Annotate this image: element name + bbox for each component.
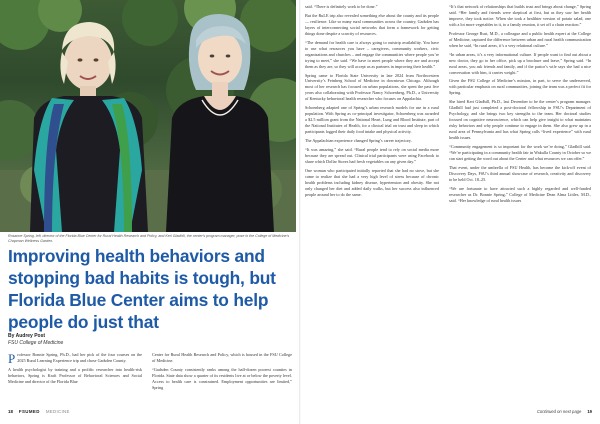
footer-left — [8, 409, 70, 414]
drop-cap: P — [8, 351, 16, 366]
body-paragraph: “We are fortunate to have attracted such a highly regarded and well-funded researcher as Dr. Bonnie Spring,” College of Medicine Dean Alma Littles, M.D., said. “Her knowledge of rural health issues — [449, 185, 591, 203]
magazine-name: FSUMED — [18, 409, 40, 414]
body-paragraph: Center for Rural Health Research and Policy, which is housed in the FSU College of Medicine. — [152, 352, 292, 363]
body-paragraph: A health psychologist by training and a prolific researcher into health-risk behaviors, Spring is Kraft Professor of Behavioral Sciences and Social Medicine and director of the Florida Blue — [8, 366, 142, 384]
body-paragraph: The Appalachian experience changed Spring’s career trajectory. — [305, 138, 412, 144]
body-paragraph: Professor George Rust, M.D., a colleague and a public health expert at the College of Medicine, captured the difference between urban and rural health communication when he said, “In rural areas, it’s a very relational culture.” — [449, 30, 591, 48]
body-paragraph: That event, under the umbrella of FSU Health, has become the kick-off event of Discovery Days, FSU’s third annual showcase of research, creativity and discovery to be held Oct. 18–25. — [449, 164, 591, 182]
paragraph-text: rofessor Bonnie Spring, Ph.D., had her pick of the four courses on the 2025 Rural Learning Experience trip and chose Gadsden County. — [17, 352, 142, 363]
photo-illustration — [0, 0, 296, 232]
body-paragraph: “The demand for health care is always going to outstrip availability. You have to use what resources you have – caregivers, community workers, civic organizations and churches – and engage the communities where people you’re trying to meet,” she said. “We have to meet people where they are and accept them as they are, so they will accept us as partners in improving their health.” — [305, 39, 439, 69]
footer-right — [537, 409, 592, 414]
body-paragraph: “Community engagement is so important for the work we’re doing,” Gladhill said. “We’re participating in a community health fair in Wakulla County in October so we can start getting the word out about the Center and what resources we can offer.” — [449, 144, 591, 161]
body-paragraph: Given the FSU College of Medicine’s mission, in part, to serve the underserved, with particular emphasis on rural communities, joining the team was a perfect fit for Spring. — [449, 78, 591, 96]
body-paragraph: “It’s that network of relationships that builds trust and brings about change,” Spring said. “Her family and friends were skeptical at first, but as they saw her health improve, they took notice. When she took a healthier version of potato salad, one with a lot more vegetables in it, to a family reunion, it set off a chain reaction.” — [449, 4, 591, 27]
body-column-left-1 — [8, 352, 142, 388]
body-paragraph — [8, 352, 142, 364]
byline-affiliation: FSU College of Medicine — [8, 340, 64, 346]
body-column-left-2 — [152, 352, 292, 394]
body-paragraph: Spring came to Florida State University in late 2024 from Northwestern University’s Feinberg School of Medicine in downtown Chicago. Although most of her research has focused on urban populations, she spent the past five years also collaborating with Professor Nancy Schoenberg, Ph.D., a University of Kentucky behavioral health researcher who focuses on Appalachia. — [305, 72, 439, 102]
body-column-right-2 — [449, 4, 591, 207]
page-number-right: 19 — [587, 409, 592, 414]
byline-author: By Audrey Post — [8, 333, 46, 339]
body-column-right-1 — [305, 4, 439, 201]
continued-note: Continued on next page — [536, 409, 582, 414]
byline — [8, 333, 63, 347]
article-photo — [0, 0, 296, 232]
body-paragraph: Schoenberg adapted one of Spring’s urban research models for use in a rural population. With Spring as co-principal investigator, Schoenberg was awarded a $2.5 million grant from the National Heart, Lung and Blood Institute, part of the National Institutes of Health, for a clinical trial on trust and sleep in which participants logged their daily food intake and physical activity. — [305, 105, 439, 135]
body-paragraph: “Gadsden County consistently ranks among the half-dozen poorest counties in Florida. State data show a quarter of its residents live at or below the poverty level. Access to health care is constrained. Employment opportunities are limited,” Spring — [152, 366, 292, 390]
page-number-left: 18 — [8, 409, 13, 414]
body-paragraph: “In urban areas, it’s a very informational culture. If people want to find out about a new doctor, they go to her office, pick up a brochure and leave,” Spring said. “In rural areas, you ask friends and family, and if the pastor’s wife says she had a nice conversation with him, it carries weight.” — [449, 51, 591, 75]
person-left — [30, 22, 148, 232]
body-paragraph: One woman who participated initially reported that she had no stove, but she came to realize that she had a very high level of stress because of chronic health problems including kidney disease, hypertension and obesity. She not only changed her diet and added daily walks, but her success also influenced people around her to do the same. — [305, 167, 439, 197]
page-gutter — [299, 0, 301, 424]
article-headline: Improving health behaviors and stopping bad habits is tough, but Florida Blue Center aims to help people do just that — [8, 246, 276, 332]
body-paragraph: She hired Keri Gladhill, Ph.D., last December to be the center’s program manager. Gladhill had just completed a post-doctoral fellowship in FSU’s Department of Psychology, and she brings two key strengths to the team. Her doctoral studies focused on cognitive neuroscience, which can help give insight to what maintains risky behaviors and why people continue to engage in them. She also grew up in a rural area of Pennsylvania and has what Spring calls “lived experience” with rural health issues. — [449, 99, 591, 141]
body-paragraph: “It was amazing,” she said. “Rural people tend to rely on social media more because they are spread out. Clinical trial participants were using Facebook to share which Dollar Stores had fresh vegetables on any given day.” — [305, 147, 439, 164]
magazine-subtitle: MEDICINE — [45, 409, 70, 414]
photo-caption: Rosanne Spring, left, director of the Florida Blue Center for Rural Health Research and Policy, and Keri Gladhill, the center's program manager, pose in the College of Medicine's Chapman Wellness Garden. — [8, 234, 290, 243]
body-paragraph: said. “There is definitely work to be done.” — [305, 4, 378, 9]
body-paragraph: But the RuLE trip also revealed something else about the county and its people — resilience. Like so many rural communities across the country, Gadsden has layers of interconnecting social networks that form a framework for getting things done despite a scarcity of resources. — [305, 12, 439, 36]
